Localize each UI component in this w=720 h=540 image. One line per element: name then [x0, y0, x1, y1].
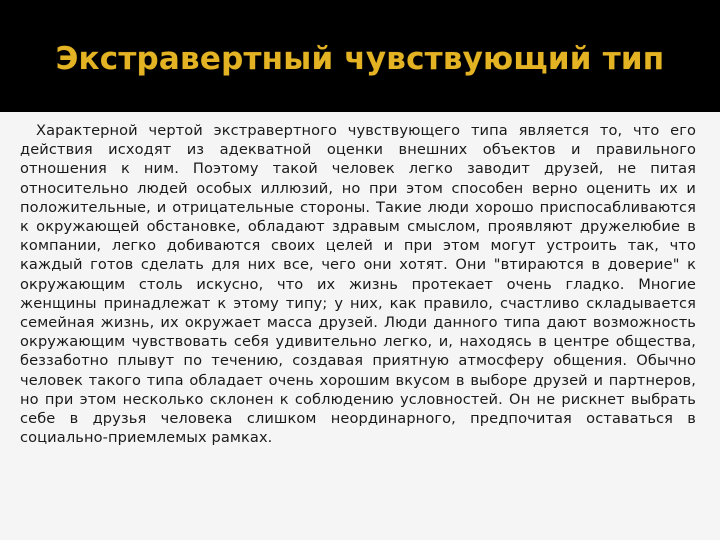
content-panel [0, 112, 720, 540]
body-paragraph: Характерной чертой экстравертного чувствующего типа является то, что его действия исходят из адекватной оценки внешних объектов и правильного отношения к ним. Поэтому такой человек легко заводит друзей, не питая относительно людей особых иллюзий, но при этом способен верно оценить их и положительные, и отрицательные стороны. Такие люди хорошо приспосабливаются к окружающей обстановке, обладают здравым смыслом, проявляют дружелюбие в компании, легко добиваются своих целей и при этом могут устроить так, что каждый готов сделать для них все, чего они хотят. Они "втираются в доверие" к окружающим столь искусно, что их жизнь протекает очень гладко. Многие женщины принадлежат к этому типу; у них, как правило, счастливо складывается семейная жизнь, их окружает масса друзей. Люди данного типа дают возможность окружающим чувствовать себя удивительно легко, и, находясь в центре общества, беззаботно плывут по течению, создавая приятную атмосферу общения. Обычно человек такого типа обладает очень хорошим вкусом в выборе друзей и партнеров, но при этом несколько склонен к соблюдению условностей. Он не рискнет выбрать себе в друзья человека слишком неординарного, предпочитая оставаться в социально-приемлемых рамках. [20, 122, 696, 447]
slide-title: Экстравертный чувствующий тип [55, 41, 665, 77]
title-bar [0, 0, 720, 112]
